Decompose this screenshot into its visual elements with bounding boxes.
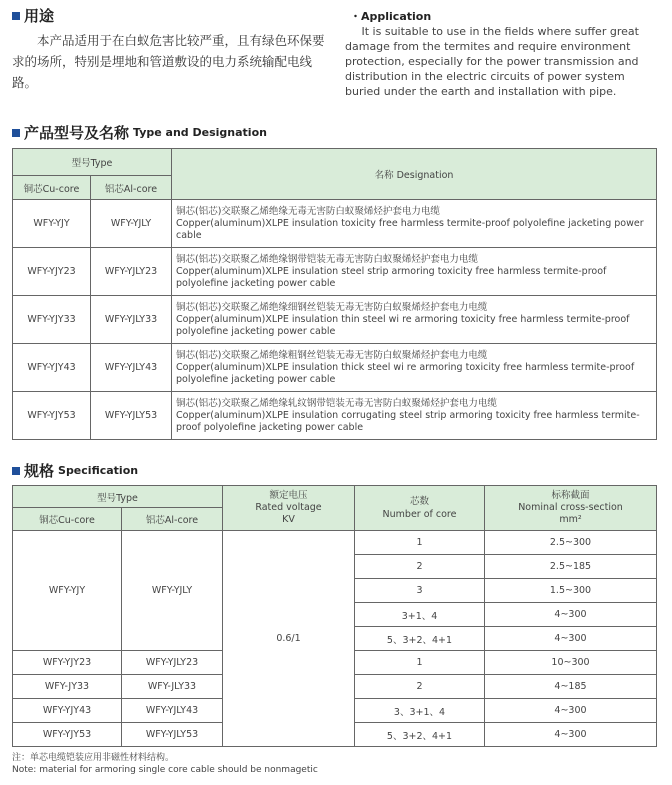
voltage-header-unit: KV bbox=[282, 514, 295, 525]
designation-cell bbox=[172, 392, 657, 440]
type-designation-heading bbox=[12, 122, 267, 143]
application-heading bbox=[350, 8, 431, 24]
type-designation-title-en: Type and Designation bbox=[133, 126, 267, 139]
cores-cell: 3+1、4 bbox=[355, 603, 485, 627]
al-core-header: 铝芯Al-core bbox=[91, 176, 172, 200]
section-cell: 4~185 bbox=[485, 675, 657, 699]
section-cell: 4~300 bbox=[485, 627, 657, 651]
designation-cn: 铜芯(铝芯)交联聚乙烯绝缘轧纹钢带铠装无毒无害防白蚁聚烯烃护套电力电缆 bbox=[176, 397, 497, 409]
group1-cu-type: WFY-YJY bbox=[13, 531, 122, 651]
section-header-cn: 标称截面 bbox=[551, 490, 590, 501]
section-header-en: Nominal cross-section bbox=[518, 502, 623, 513]
designation-cell bbox=[172, 248, 657, 296]
designation-en: Copper(aluminum)XLPE insulation corrugating steel strip armoring toxicity free harmless termite-proof polyolefine jacketing power cable bbox=[176, 409, 640, 433]
designation-en: Copper(aluminum)XLPE insulation steel strip armoring toxicity free harmless termite-proof polyolefine jacketing power cable bbox=[176, 265, 607, 289]
type-designation-title-cn: 产品型号及名称 bbox=[24, 124, 130, 142]
voltage-header bbox=[223, 486, 355, 531]
cores-cell: 3 bbox=[355, 579, 485, 603]
specification-title-cn: 规格 bbox=[24, 462, 55, 480]
application-text: It is suitable to use in the fields where suffer great damage from the termites and require environment protection, especially for the power transmission and distribution in the electric circuits of power system buried under the earth and installation with pipe. bbox=[345, 25, 639, 98]
spec-al-core-header: 铝芯Al-core bbox=[122, 508, 223, 531]
section-cell: 4~300 bbox=[485, 603, 657, 627]
cu-core-header: 铜芯Cu-core bbox=[13, 176, 91, 200]
designation-en: Copper(aluminum)XLPE insulation thin steel wi re armoring toxicity free harmless termite-proof polyolefine jacketing power cable bbox=[176, 313, 630, 337]
usage-text: 本产品适用于在白蚁危害比较严重，且有绿色环保要求的场所，特别是埋地和管道敷设的电力系统输配电线路。 bbox=[12, 33, 325, 90]
table-row bbox=[13, 531, 657, 555]
designation-cell bbox=[172, 296, 657, 344]
section-cell: 4~300 bbox=[485, 699, 657, 723]
section-marker-icon bbox=[12, 467, 20, 475]
spec-cu-core-header: 铜芯Cu-core bbox=[13, 508, 122, 531]
designation-cell bbox=[172, 200, 657, 248]
al-type: WFY-YJLY53 bbox=[91, 392, 172, 440]
type-designation-table bbox=[12, 148, 657, 440]
usage-title: 用途 bbox=[24, 7, 55, 25]
spec-type-header: 型号Type bbox=[13, 486, 223, 508]
cores-header-en: Number of core bbox=[382, 509, 457, 520]
al-type: WFY-YJLY23 bbox=[91, 248, 172, 296]
section-header bbox=[485, 486, 657, 531]
rated-voltage: 0.6/1 bbox=[223, 531, 355, 747]
al-type: WFY-YJLY23 bbox=[122, 651, 223, 675]
bullet-dot-icon: ・ bbox=[350, 10, 361, 23]
voltage-header-en: Rated voltage bbox=[255, 502, 322, 513]
note-cn: 注：单芯电缆铠装应用非磁性材料结构。 bbox=[12, 753, 175, 763]
specification-heading bbox=[12, 460, 138, 481]
cu-type: WFY-YJY43 bbox=[13, 699, 122, 723]
section-marker-icon bbox=[12, 12, 20, 20]
designation-cn: 铜芯(铝芯)交联聚乙烯绝缘钢带铠装无毒无害防白蚁聚烯烃护套电力电缆 bbox=[176, 253, 478, 265]
designation-en: Copper(aluminum)XLPE insulation toxicity free harmless termite-proof polyolefine jacketing power cable bbox=[176, 217, 644, 241]
section-cell: 1.5~300 bbox=[485, 579, 657, 603]
type-header: 型号Type bbox=[13, 149, 172, 176]
cu-type: WFY-YJY bbox=[13, 200, 91, 248]
cores-header bbox=[355, 486, 485, 531]
cu-type: WFY-YJY43 bbox=[13, 344, 91, 392]
section-cell: 2.5~185 bbox=[485, 555, 657, 579]
usage-heading bbox=[12, 5, 54, 26]
table-row bbox=[13, 344, 657, 392]
specification-table bbox=[12, 485, 657, 747]
cores-cell: 5、3+2、4+1 bbox=[355, 627, 485, 651]
al-type: WFY-YJLY43 bbox=[122, 699, 223, 723]
designation-header: 名称 Designation bbox=[172, 149, 657, 200]
cu-type: WFY-JY33 bbox=[13, 675, 122, 699]
cu-type: WFY-YJY33 bbox=[13, 296, 91, 344]
cores-cell: 5、3+2、4+1 bbox=[355, 723, 485, 747]
cores-header-cn: 芯数 bbox=[409, 496, 429, 507]
table-row bbox=[13, 200, 657, 248]
designation-cn: 铜芯(铝芯)交联聚乙烯绝缘细钢丝铠装无毒无害防白蚁聚烯烃护套电力电缆 bbox=[176, 301, 488, 313]
section-header-unit: mm² bbox=[559, 514, 582, 525]
section-marker-icon bbox=[12, 129, 20, 137]
note bbox=[12, 752, 318, 776]
cu-type: WFY-YJY53 bbox=[13, 392, 91, 440]
specification-title-en: Specification bbox=[58, 464, 139, 477]
voltage-header-cn: 额定电压 bbox=[269, 490, 308, 501]
designation-cell bbox=[172, 344, 657, 392]
cores-cell: 3、3+1、4 bbox=[355, 699, 485, 723]
section-cell: 10~300 bbox=[485, 651, 657, 675]
al-type: WFY-YJLY bbox=[91, 200, 172, 248]
cu-type: WFY-YJY53 bbox=[13, 723, 122, 747]
designation-cn: 铜芯(铝芯)交联聚乙烯绝缘粗钢丝铠装无毒无害防白蚁聚烯烃护套电力电缆 bbox=[176, 349, 488, 361]
cu-type: WFY-YJY23 bbox=[13, 651, 122, 675]
table-row bbox=[13, 248, 657, 296]
cu-type: WFY-YJY23 bbox=[13, 248, 91, 296]
al-type: WFY-YJLY33 bbox=[91, 296, 172, 344]
designation-en: Copper(aluminum)XLPE insulation thick steel wi re armoring toxicity free harmless termite-proof polyolefine jacketing power cable bbox=[176, 361, 635, 385]
cores-cell: 1 bbox=[355, 651, 485, 675]
application-title: Application bbox=[361, 10, 432, 23]
note-en: Note: material for armoring single core cable should be nonmagetic bbox=[12, 765, 318, 775]
table-row bbox=[13, 296, 657, 344]
section-cell: 4~300 bbox=[485, 723, 657, 747]
cores-cell: 2 bbox=[355, 675, 485, 699]
al-type: WFY-JLY33 bbox=[122, 675, 223, 699]
al-type: WFY-YJLY43 bbox=[91, 344, 172, 392]
section-cell: 2.5~300 bbox=[485, 531, 657, 555]
designation-cn: 铜芯(铝芯)交联聚乙烯绝缘无毒无害防白蚁聚烯烃护套电力电缆 bbox=[176, 205, 440, 217]
cores-cell: 2 bbox=[355, 555, 485, 579]
cores-cell: 1 bbox=[355, 531, 485, 555]
al-type: WFY-YJLY53 bbox=[122, 723, 223, 747]
table-row bbox=[13, 392, 657, 440]
group1-al-type: WFY-YJLY bbox=[122, 531, 223, 651]
